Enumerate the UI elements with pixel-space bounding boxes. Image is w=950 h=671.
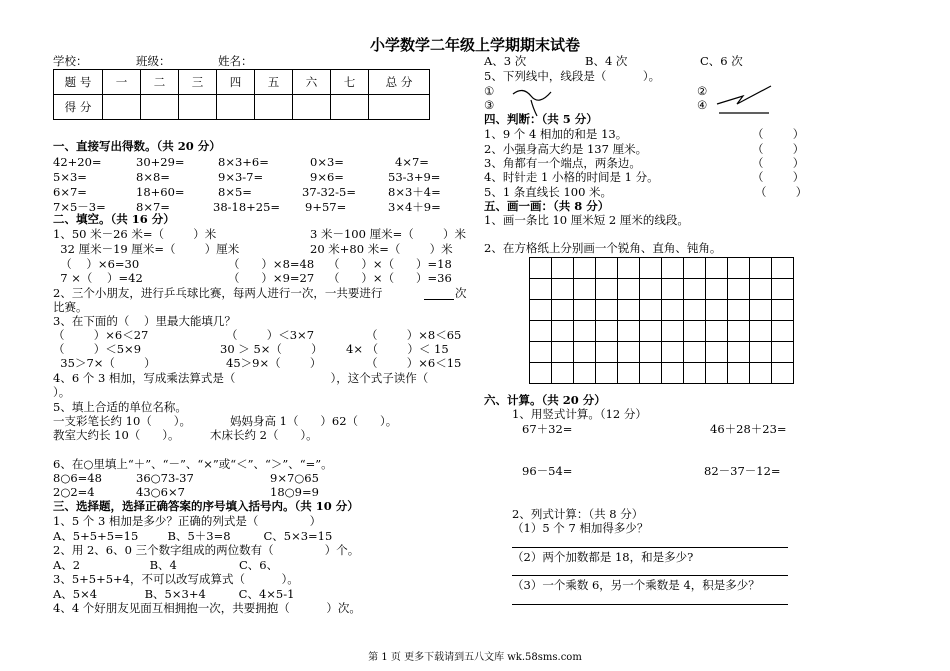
question-text: 5、填上合适的单位名称。 xyxy=(53,400,187,414)
fill-item: （ ）×9=27 xyxy=(228,271,315,285)
calc-item: 9×6= xyxy=(310,170,344,184)
calc-item: 3×4＋9= xyxy=(388,200,441,214)
score-cell: 四 xyxy=(217,70,255,95)
fill-item: （ ）＜3×7 xyxy=(226,328,315,342)
choice-option: B、4 次 xyxy=(585,54,628,68)
class-label: 班级： xyxy=(136,54,171,68)
score-input[interactable] xyxy=(141,95,179,120)
name-label: 姓名： xyxy=(218,54,253,68)
calc-item: 96－54= xyxy=(522,464,573,478)
question-text: 6、在○里填上“＋”、“－”、“×”或“＜”、“＞”、“=”。 xyxy=(53,457,333,471)
fill-item: （ ）＜5×9 xyxy=(53,342,142,356)
section6-heading: 六、计算。（共 20 分） xyxy=(484,393,606,407)
calc-item: 18+60= xyxy=(136,185,185,199)
section5-heading: 五、画一画：（共 8 分） xyxy=(484,199,610,213)
fill-item: 一支彩笔长约 10（ ）。 xyxy=(53,414,191,428)
calc-item: 0×3= xyxy=(310,155,344,169)
score-table xyxy=(53,69,430,120)
option-marker: ③ xyxy=(484,98,495,112)
fill-item: 妈妈身高 1（ ）62（ ）。 xyxy=(230,414,398,428)
question-text: 2、在方格纸上分别画一个锐角、直角、钝角。 xyxy=(484,241,722,255)
judge-item: 2、小强身高大约是 137 厘米。 xyxy=(484,142,648,156)
score-cell: 总 分 xyxy=(369,70,430,95)
choice-line: A、2 B、4 C、6、 xyxy=(53,558,279,572)
fill-item: 1、50 米－26 米=（ ）米 xyxy=(53,227,217,241)
school-label: 学校： xyxy=(53,54,88,68)
word-problem: （2）两个加数都是 18，和是多少? xyxy=(512,550,694,564)
question-text: 2、三个小朋友，进行乒乓球比赛，每两人进行一次，一共要进行 xyxy=(53,286,383,300)
fill-item: 7 ×（ ）=42 xyxy=(53,271,143,285)
score-input[interactable] xyxy=(293,95,331,120)
fill-item: （ ）×6＜15 xyxy=(366,356,462,370)
fill-item: 3 米－100 厘米=（ ）米 xyxy=(310,227,466,241)
fill-item: 2○2=4 xyxy=(53,485,95,499)
fill-item: 4× （ ）＜ 15 xyxy=(346,342,449,356)
score-cell: 二 xyxy=(141,70,179,95)
question-text: 5、下列线中，线段是（ ）。 xyxy=(484,69,661,83)
fill-item: （ ）×6＜27 xyxy=(53,328,149,342)
grid-paper[interactable] xyxy=(529,257,794,384)
calc-item: 8×5= xyxy=(218,185,252,199)
answer-line[interactable] xyxy=(512,604,788,605)
calc-item: 82－37－12= xyxy=(704,464,781,478)
fill-item: 32 厘米－19 厘米=（ ）厘米 xyxy=(53,242,240,256)
calc-item: 37-32-5= xyxy=(302,185,356,199)
calc-item: 53-3+9= xyxy=(388,170,441,184)
score-cell: 六 xyxy=(293,70,331,95)
choice-option: C、6 次 xyxy=(700,54,743,68)
calc-item: 7×5－3= xyxy=(53,200,106,214)
choice-line: 3、5+5+5+4，不可以改写成算式（ ）。 xyxy=(53,572,299,586)
fill-item: 35＞7×（ ） xyxy=(53,356,156,370)
calc-item: 8×8= xyxy=(136,170,170,184)
score-input[interactable] xyxy=(331,95,369,120)
fill-item: （ ）×（ ）=36 xyxy=(328,271,452,285)
choice-line: A、5+5+5=15 B、5＋3=8 C、5×3=15 xyxy=(53,529,333,543)
polyline-figure[interactable] xyxy=(717,86,771,104)
calc-item: 9×3-7= xyxy=(218,170,264,184)
choice-option: A、3 次 xyxy=(484,54,527,68)
fill-item: （ ）×8＜65 xyxy=(366,328,462,342)
calc-item: 38-18+25= xyxy=(213,200,281,214)
fill-item: 20 米+80 米=（ ）米 xyxy=(310,242,453,256)
fill-item: 18○9=9 xyxy=(270,485,319,499)
score-input[interactable] xyxy=(103,95,141,120)
calc-item: 67＋32= xyxy=(522,422,573,436)
fill-item: 9×7○65 xyxy=(270,471,319,485)
score-cell: 题 号 xyxy=(54,70,103,95)
question-text: 2、列式计算：（共 8 分） xyxy=(512,507,644,521)
calc-item: 4×7= xyxy=(395,155,429,169)
answer-line[interactable] xyxy=(512,547,788,548)
calc-item: 8×3＋4= xyxy=(388,185,441,199)
question-text: 次 xyxy=(455,286,467,300)
answer-blank[interactable] xyxy=(424,299,454,300)
judge-paren[interactable]: （ ） xyxy=(752,170,805,184)
question-text: 比赛。 xyxy=(53,300,88,314)
score-input[interactable] xyxy=(369,95,430,120)
answer-line[interactable] xyxy=(512,575,788,576)
fill-item: 8○6=48 xyxy=(53,471,102,485)
fill-item: 30 ＞ 5×（ ） xyxy=(220,342,323,356)
fill-item: （ ）×（ ）=18 xyxy=(328,257,452,271)
curve-line-figure[interactable] xyxy=(513,90,551,100)
score-input[interactable] xyxy=(217,95,255,120)
page-title: 小学数学二年级上学期期末试卷 xyxy=(369,36,580,54)
fill-item: 43○6×7 xyxy=(136,485,185,499)
judge-item: 1、9 个 4 相加的和是 13。 xyxy=(484,127,628,141)
calc-item: 5×3= xyxy=(53,170,87,184)
score-cell: 一 xyxy=(103,70,141,95)
question-text: 1、用竖式计算。（12 分） xyxy=(512,407,647,421)
choice-line: 4、4 个好朋友见面互相拥抱一次，共要拥抱（ ）次。 xyxy=(53,601,361,615)
section2-heading: 二、填空。（共 16 分） xyxy=(53,212,175,226)
fill-item: 36○73-37 xyxy=(136,471,194,485)
option-marker: ④ xyxy=(697,98,708,112)
calc-item: 46＋28＋23= xyxy=(710,422,787,436)
score-value-row xyxy=(54,95,430,120)
fill-item: 教室大约长 10（ ）。 xyxy=(53,428,180,442)
question-text: ）。 xyxy=(53,385,71,399)
section1-heading: 一、直接写出得数。（共 20 分） xyxy=(53,139,221,153)
calc-item: 9+57= xyxy=(305,200,347,214)
judge-item: 4、时针走 1 小格的时间是 1 分。 xyxy=(484,170,659,184)
section4-heading: 四、判断：（共 5 分） xyxy=(484,112,598,126)
option-marker: ② xyxy=(697,84,708,98)
judge-item: 3、角都有一个端点，两条边。 xyxy=(484,156,641,170)
question-text: 1、画一条比 10 厘米短 2 厘米的线段。 xyxy=(484,213,689,227)
score-input[interactable] xyxy=(179,95,217,120)
word-problem: （3）一个乘数 6，另一个乘数是 4，积是多少？ xyxy=(512,578,760,592)
option-marker: ① xyxy=(484,84,495,98)
judge-item: 5、1 条直线长 100 米。 xyxy=(484,185,613,199)
score-input[interactable] xyxy=(255,95,293,120)
calc-item: 42+20= xyxy=(53,155,102,169)
score-cell: 七 xyxy=(331,70,369,95)
calc-item: 8×7= xyxy=(136,200,170,214)
choice-line: A、5×4 B、5×3+4 C、4×5-1 xyxy=(53,587,295,601)
fill-item: 木床长约 2（ ）。 xyxy=(210,428,318,442)
choice-line: 2、用 2、6、0 三个数字组成的两位数有（ ）个。 xyxy=(53,543,360,557)
score-header-row xyxy=(54,70,430,95)
judge-paren[interactable]: （ ） xyxy=(752,127,805,141)
judge-paren[interactable]: （ ） xyxy=(752,142,805,156)
judge-paren[interactable]: （ ） xyxy=(755,185,808,199)
score-cell: 五 xyxy=(255,70,293,95)
fill-item: （ ）×6=30 xyxy=(53,257,140,271)
page-footer: 第 1 页 更多下载请到五八文库 wk.58sms.com xyxy=(368,652,582,663)
calc-item: 6×7= xyxy=(53,185,87,199)
score-cell: 得 分 xyxy=(54,95,103,120)
question-text: 3、在下面的（ ）里最大能填几？ xyxy=(53,314,236,328)
calc-item: 30+29= xyxy=(136,155,185,169)
word-problem: （1）5 个 7 相加得多少？ xyxy=(512,521,649,535)
fill-item: （ ）×8=48 xyxy=(228,257,315,271)
judge-paren[interactable]: （ ） xyxy=(752,156,805,170)
choice-line: 1、5 个 3 相加是多少？正确的列式是（ ） xyxy=(53,514,322,528)
question-text: 4、6 个 3 相加，写成乘法算式是（ ），这个式子读作（ xyxy=(53,371,429,385)
fill-item: 45＞9×（ ） xyxy=(226,356,322,370)
section3-heading: 三、选择题，选择正确答案的序号填入括号内。（共 10 分） xyxy=(53,499,359,513)
score-cell: 三 xyxy=(179,70,217,95)
calc-item: 8×3+6= xyxy=(218,155,269,169)
